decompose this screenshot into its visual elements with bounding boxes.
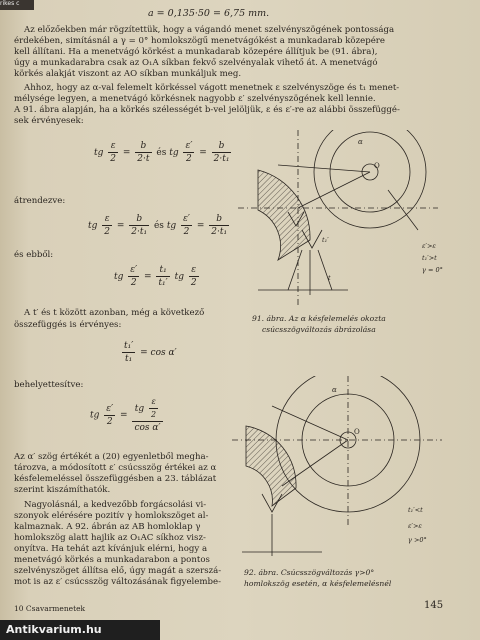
top-strip-fragment bbox=[0, 0, 34, 10]
p5-line-5: onyítva. Ha tehát azt kívánjuk elérni, hogy a bbox=[14, 544, 208, 554]
formula-1: tg $\frac{\varepsilon}{2}$ = $\frac{b}{2\cdot t}$ és tg $\frac{\varepsilon'}{2}$ = $\frac{b}{\text{2·t₁}}$ bbox=[94, 141, 230, 164]
p2-line-1: Ahhoz, hogy az α-val felemelt körkéssel vágott menetnek ε szelvényszöge és t₁ menet- bbox=[24, 83, 400, 93]
p5-line-4: homlokszög alatt hajlik az O₁AC síkhoz visz- bbox=[14, 533, 206, 543]
p4-line-1: Az α′ szög értékét a (20) egyenletből megha- bbox=[14, 452, 209, 462]
p5-line-6: menetvágó körkés a munkadarabon a pontos bbox=[14, 555, 210, 565]
fig91-cond-2: t₁′>t bbox=[422, 254, 437, 262]
fig92-label-O: O bbox=[354, 428, 360, 436]
p5-line-7: szelvényszöget állítsa elő, úgy magát a szerszá- bbox=[14, 566, 222, 576]
p5-line-2: szonyok elérésére pozitív γ homlokszöget al- bbox=[14, 511, 209, 521]
p4-line-3: késfelemeléssel összefüggésben a 23. táblázat bbox=[14, 474, 217, 484]
formula-2: tg $\frac{\varepsilon}{2}$ = $\frac{b}{\text{2·t₁}}$ és tg $\frac{\varepsilon'}{2}$ = $\frac{b}{\text{2·t₁}}$ bbox=[88, 214, 228, 237]
formula-5: tg $\frac{\varepsilon'}{2}$ = tg $\frac{\varepsilon}{2}$ cos α′ bbox=[90, 397, 161, 433]
formula-3: tg $\frac{\varepsilon'}{2}$ = $\frac{\text{t₁}}{\text{t₁′}}$ tg $\frac{\varepsilon}{2}$ bbox=[114, 265, 197, 288]
p1-line-4: úgy a munkadarabra csak az O₁A síkban fekvő szelvényalak vihető át. A menetvágó bbox=[14, 58, 378, 68]
page-number: 145 bbox=[424, 600, 444, 611]
p2-line-4: sek érvényesek: bbox=[14, 116, 84, 126]
fig91-label-t: t bbox=[328, 274, 331, 282]
p3-line-2: összefüggés is érvényes: bbox=[14, 320, 122, 330]
figure-92-drawing bbox=[232, 376, 472, 564]
fig91-label-t1: t₁′ bbox=[322, 236, 329, 244]
fig92-caption-line-1: 92. ábra. Csúcsszögváltozás γ>0° bbox=[244, 568, 375, 577]
p2-line-3: A 91. ábra alapján, ha a körkés szélességét b-vel jelöljük, ε és ε′-re az alábbi összefüggé- bbox=[14, 105, 400, 115]
p5-line-8: mot is az ε′ csúcsszög változásának figyelembe- bbox=[14, 577, 222, 587]
p4-line-2: tározva, a módosított ε′ csúcsszög értékei az α bbox=[14, 463, 217, 473]
fig91-caption-line-2: csúcsszögváltozás ábrázolása bbox=[262, 325, 376, 334]
fig91-cond-1: ε′>ε bbox=[422, 242, 436, 250]
fig92-cond-3: γ >0° bbox=[408, 536, 427, 544]
p3-line-1: A t′ és t között azonban, még a következő bbox=[24, 308, 205, 318]
fig91-label-alpha: α bbox=[358, 138, 363, 146]
fig91-caption-line-1: 91. ábra. Az α késfelemelés okozta bbox=[252, 314, 386, 323]
header-fragment: rikes c bbox=[0, 0, 20, 7]
p2-line-2: mélysége legyen, a menetvágó körkésnek nagyobb ε′ szelvényszögének kell lennie. bbox=[14, 94, 376, 104]
p4-line-4: szerint kiszámíthatók. bbox=[14, 485, 111, 495]
fig91-cond-3: γ = 0° bbox=[422, 266, 443, 274]
top-equation: a = 0,135·50 = 6,75 mm. bbox=[148, 8, 270, 19]
formula-4: $\frac{\text{t₁′}}{\text{t₁}}$ = cos α′ bbox=[124, 341, 177, 364]
label-hence: és ebből: bbox=[14, 250, 54, 260]
fig91-label-O: O bbox=[374, 162, 380, 170]
p1-line-5: körkés alakját viszont az AO síkban munkáljuk meg. bbox=[14, 69, 242, 79]
footer-signature: 10 Csavarmenetek bbox=[14, 604, 86, 613]
label-rearranged: átrendezve: bbox=[14, 196, 66, 206]
p1-line-1: Az előzőekben már rögzítettük, hogy a vágandó menet szelvényszögének pontossága bbox=[24, 25, 395, 35]
p1-line-3: kell állítani. Ha a menetvágó körkést a munkadarab közepére állítjuk be (91. ábra), bbox=[14, 47, 378, 57]
p1-line-2: érdekében, simításnál a γ = 0° homlokszögű menetvágókést a munkadarab közepére bbox=[14, 36, 385, 46]
p5-line-3: kalmaznak. A 92. ábrán az AB homloklap γ bbox=[14, 522, 201, 532]
watermark-banner: Antikvarium.hu bbox=[0, 620, 160, 640]
fig92-caption-line-2: homlokszög esetén, α késfelemelésnél bbox=[244, 579, 392, 588]
p5-line-1: Nagyolásnál, a kedvezőbb forgácsolási vi- bbox=[24, 500, 207, 510]
fig92-cond-1: t₁′<t bbox=[408, 506, 423, 514]
fig92-cond-2: ε′>ε bbox=[408, 522, 422, 530]
fig92-label-alpha: α bbox=[332, 386, 337, 394]
figure-91-drawing bbox=[238, 130, 470, 312]
label-substituted: behelyettesítve: bbox=[14, 380, 84, 390]
